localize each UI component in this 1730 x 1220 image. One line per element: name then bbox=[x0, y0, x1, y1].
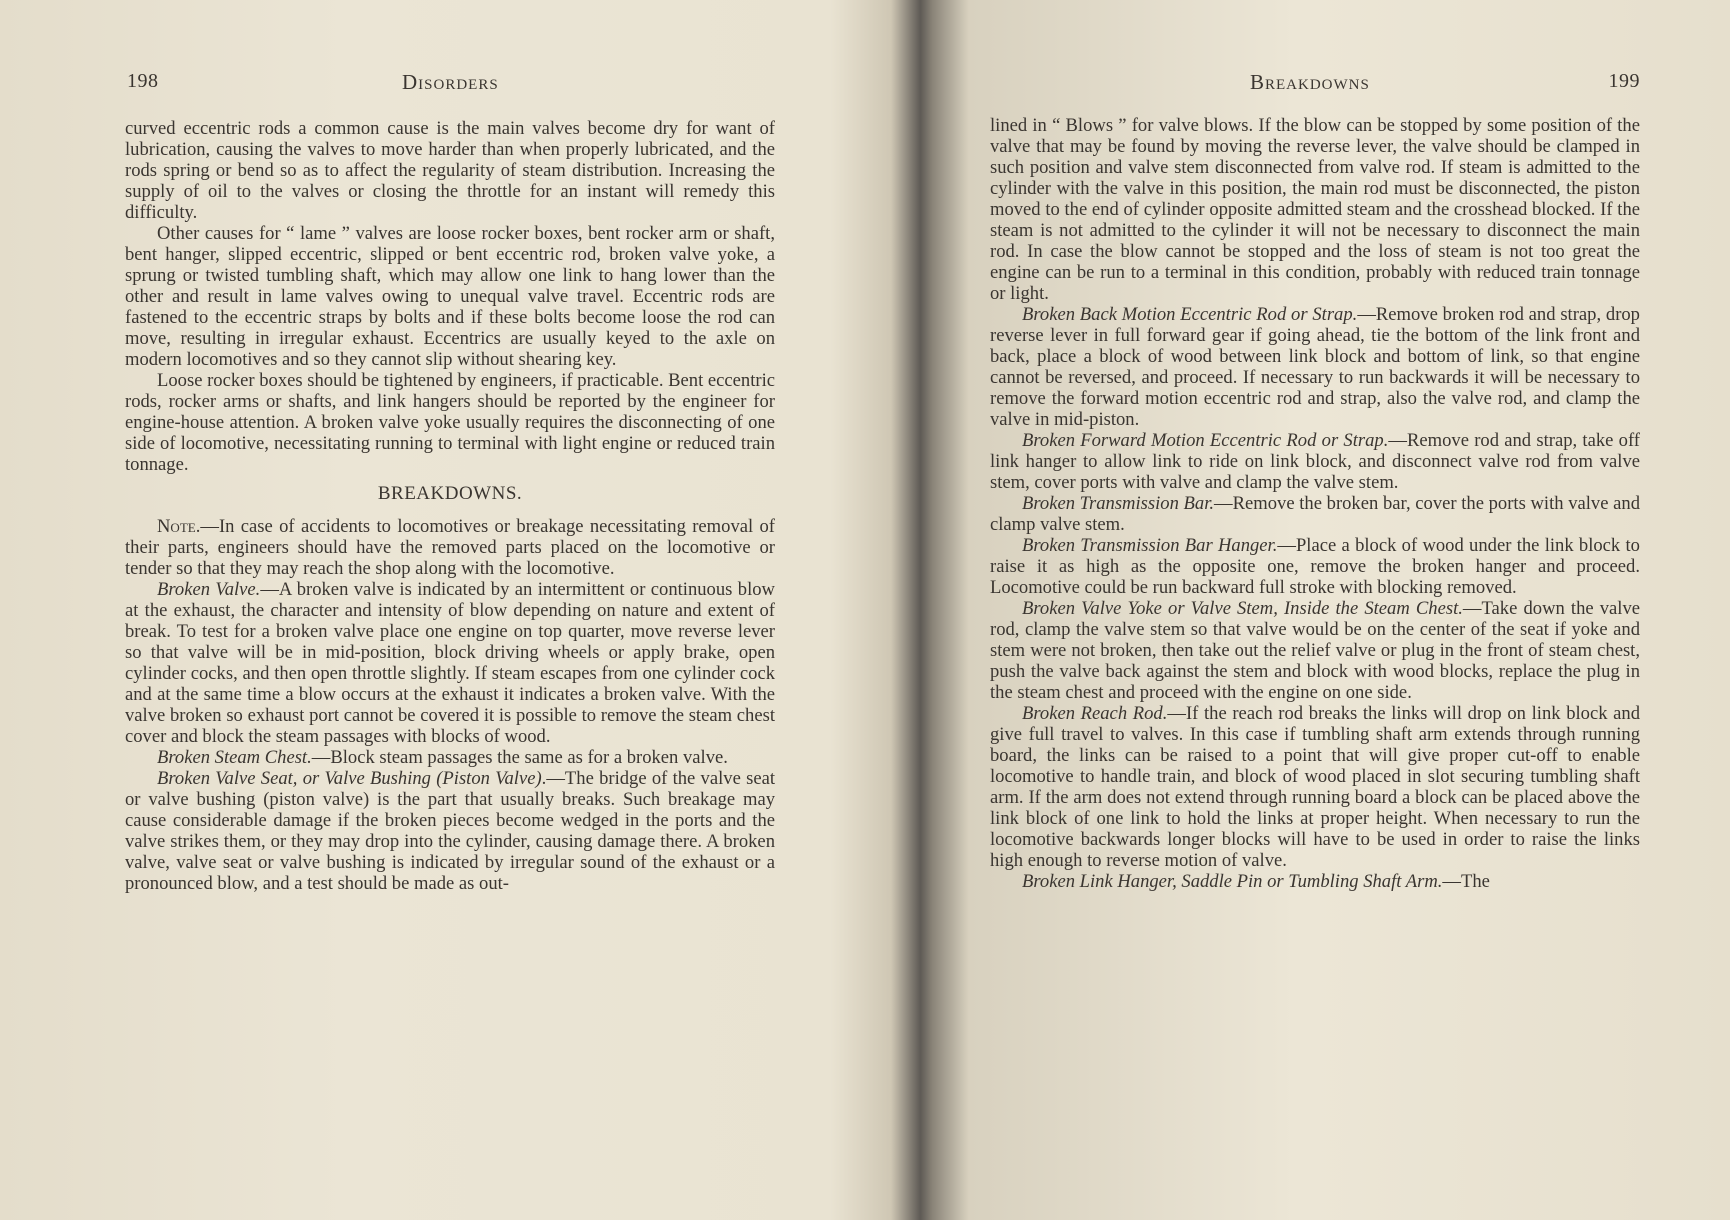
paragraph bbox=[990, 535, 1640, 598]
paragraph-text: —Remove the broken bar, cover the ports with valve and clamp valve stem. bbox=[990, 493, 1640, 535]
paragraph-text: —Block steam passages the same as for a broken valve. bbox=[311, 747, 728, 768]
running-title: Breakdowns bbox=[1250, 70, 1370, 94]
subheading: Broken Back Motion Eccentric Rod or Strap. bbox=[1022, 304, 1358, 325]
subheading: Broken Transmission Bar. bbox=[1022, 493, 1215, 514]
paragraph-text: —The bbox=[1442, 871, 1490, 892]
paragraph-text: .—The bridge of the valve seat or valve bushing (piston valve) is the part that usually breaks. Such breakage may cause considerable damage if the broken pieces become wedged in the ports and the valve strikes them, or they may drop into the cylinder, causing damage there. A broken valve, valve seat or valve bushing is indicated by irregular sound of the exhaust or a pronounced blow, and a test should be made as out- bbox=[125, 768, 775, 894]
section-heading: BREAKDOWNS. bbox=[377, 483, 523, 504]
paragraph-text: —If the reach rod breaks the links will drop on link block and give full travel to valves. In this case if tumbling shaft arm extends through running board, the links can be raised to a point that will give proper cut-off to enable locomotive to handle train, and block of wood placed in slot securing tumbling shaft arm. If the arm does not extend through running board a block can be placed above the link block of one link to hold the links at proper height. When necessary to run the locomotive backwards longer blocks will have to be used in order to raise the links high enough to reverse motion of valve. bbox=[990, 703, 1640, 871]
right-page bbox=[990, 0, 1640, 1220]
paragraph bbox=[125, 579, 775, 747]
note-label: Note. bbox=[157, 516, 201, 537]
page-number: 199 bbox=[1608, 70, 1640, 92]
paragraph bbox=[990, 871, 1640, 892]
subheading: Broken Reach Rod. bbox=[1022, 703, 1168, 724]
paragraph bbox=[990, 703, 1640, 871]
page-number: 198 bbox=[127, 70, 159, 92]
paragraph bbox=[990, 598, 1640, 703]
paragraph bbox=[125, 768, 775, 894]
left-page-body bbox=[125, 118, 775, 894]
paragraph-text: —Take down the valve rod, clamp the valve stem so that valve would be on the center of the seat if yoke and stem were not broken, then take out the relief valve or plug in the front of steam chest, push the valve back against the stem and block with wood blocks, replace the plug in the steam chest and proceed with the engine on one side. bbox=[990, 598, 1640, 703]
paragraph-text: —Remove rod and strap, take off link hanger to allow link to ride on link block, and disconnect valve rod from valve stem, cover ports with valve and clamp the valve stem. bbox=[990, 430, 1640, 493]
subheading: Broken Forward Motion Eccentric Rod or Strap. bbox=[1022, 430, 1389, 451]
subheading: Broken Transmission Bar Hanger. bbox=[1022, 535, 1278, 556]
left-page bbox=[125, 0, 775, 1220]
paragraph: curved eccentric rods a common cause is the main valves become dry for want of lubrication, causing the valves to move harder than when properly lubricated, and the rods spring or bend so as to affect the regularity of steam distribution. Increasing the supply of oil to the valves or closing the throttle for an instant will remedy this difficulty. bbox=[125, 118, 775, 223]
paragraph-text: —Remove broken rod and strap, drop reverse lever in full forward gear if going ahead, tie the bottom of the link front and back, place a block of wood between link block and bottom of link, so that engine cannot be reversed, and proceed. If necessary to run backwards it will be necessary to remove the forward motion eccentric rod and strap, also the valve rod, and clamp the valve in mid-piston. bbox=[990, 304, 1640, 430]
subheading-paren: (Piston Valve) bbox=[436, 768, 542, 789]
subheading: Broken Steam Chest. bbox=[157, 747, 312, 768]
running-title: Disorders bbox=[402, 70, 499, 94]
paragraph bbox=[990, 430, 1640, 493]
subheading: Broken Valve Yoke or Valve Stem, Inside the Steam Chest. bbox=[1022, 598, 1463, 619]
paragraph: lined in “ Blows ” for valve blows. If the blow can be stopped by some position of the valve that may be found by moving the reverse lever, the valve should be clamped in such position and valve stem disconnected from valve rod. If steam is admitted to the cylinder with the valve in this position, the main rod must be disconnected, the piston moved to the end of cylinder opposite admitted steam and the crosshead blocked. If the steam is not admitted to the cylinder it will not be necessary to disconnect the main rod. In case the blow cannot be stopped and the loss of steam is not too great the engine can be run to a terminal in this condition, probably with reduced train tonnage or light. bbox=[990, 115, 1640, 304]
paragraph: Other causes for “ lame ” valves are loose rocker boxes, bent rocker arm or shaft, bent hanger, slipped eccentric, slipped or bent eccentric rod, broken valve yoke, a sprung or twisted tumbling shaft, which may allow one link to hang lower than the other and result in lame valves owing to unequal valve travel. Eccentric rods are fastened to the eccentric straps by bolts and if these bolts become loose the rod can move, resulting in irregular exhaust. Eccentrics are usually keyed to the axle on modern locomotives and so they cannot slip without shearing key. bbox=[125, 223, 775, 370]
paragraph bbox=[125, 747, 775, 768]
subheading: Broken Valve Seat, or Valve Bushing bbox=[157, 768, 431, 789]
note-text: —In case of accidents to locomotives or breakage necessitating removal of their parts, engineers should have the removed parts placed on the locomotive or tender so that they may reach the shop along with the locomotive. bbox=[125, 516, 775, 579]
paragraph bbox=[990, 304, 1640, 430]
paragraph bbox=[990, 493, 1640, 535]
paragraph: Loose rocker boxes should be tightened by engineers, if practicable. Bent eccentric rods, rocker arms or shafts, and link hangers should be reported by the engineer for engine-house attention. A broken valve yoke usually requires the disconnecting of one side of locomotive, necessitating running to terminal with light engine or reduced train tonnage. bbox=[125, 370, 776, 475]
paragraph-text: —Place a block of wood under the link block to raise it as high as the opposite one, remove the broken hanger and proceed. Locomotive could be run backward full stroke with blocking removed. bbox=[990, 535, 1640, 598]
right-running-head bbox=[990, 70, 1640, 98]
subheading: Broken Link Hanger, Saddle Pin or Tumbling Shaft Arm. bbox=[1022, 871, 1443, 892]
left-running-head bbox=[125, 70, 775, 98]
paragraph-text: —A broken valve is indicated by an intermittent or continuous blow at the exhaust, the character and intensity of blow depending on nature and extent of break. To test for a broken valve place one engine on top quarter, move reverse lever so that valve will be in mid-position, block driving wheels or apply brake, open cylinder cocks, and then open throttle slightly. If steam escapes from one cylinder cock and at the same time a blow occurs at the exhaust it indicates a broken valve. With the valve broken so exhaust port cannot be covered it is possible to remove the steam chest cover and block the steam passages with blocks of wood. bbox=[125, 579, 775, 747]
right-page-body bbox=[990, 115, 1640, 892]
note-paragraph bbox=[125, 516, 775, 579]
subheading: Broken Valve. bbox=[157, 579, 261, 600]
